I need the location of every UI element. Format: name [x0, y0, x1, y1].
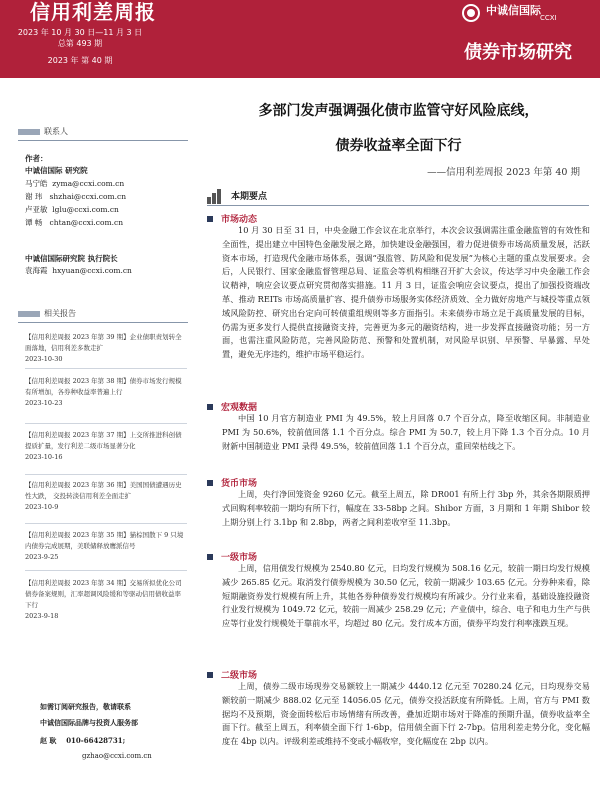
related-report-link[interactable]	[25, 430, 187, 463]
author-row	[25, 219, 123, 227]
divider	[25, 570, 187, 571]
exec-email[interactable]: hxyuan@ccxi.com.cn	[52, 266, 132, 275]
author-email[interactable]: zyma@ccxi.com.cn	[52, 179, 125, 188]
related-report-title[interactable]: 【信用利差周报 2023 年第 36 期】美国国债遭遇历史性大跌， 交投转淡信用利差全面走扩	[25, 481, 182, 500]
report-header	[0, 0, 600, 78]
related-report-date: 2023-10-23	[25, 399, 63, 407]
related-report-date: 2023-9-25	[25, 553, 59, 561]
divider	[25, 368, 187, 369]
author-email[interactable]: shzhai@ccxi.com.cn	[49, 192, 127, 201]
report-category: 债券市场研究	[464, 42, 572, 63]
section-title-text: 二级市场	[221, 671, 258, 681]
bullet-square-icon	[207, 672, 213, 678]
subscribe-text: 如需订阅研究报告，敬请联系	[40, 702, 131, 711]
author-name: 卢亚敏	[25, 205, 48, 214]
exec-row	[25, 267, 132, 275]
section-title-text: 市场动态	[221, 215, 258, 225]
section-body-primary: 上周，信用债发行规模为 2540.80 亿元，日均发行规模为 508.16 亿元，较前一期日均发行规模减少 265.85 亿元。取消发行债券规模为 30.50 亿元，较前一期减少 103.65 亿元。分券种来看，除短期融资券发行规模有所上升，其他各券种债券发行规模均有所减少。分行业来看，基础设施投融资行业发行规模为 1049.72 亿元，较前一周减少 258.29 亿元；产业债中，综合、电子和电力生产与供应等行业发行规模处于靠前水平，均超过 80 亿元。发行成本方面，债券平均发行利率涨跌互现。	[222, 563, 590, 629]
related-report-link[interactable]	[25, 332, 187, 365]
contact-row	[40, 736, 125, 746]
author-email[interactable]: lglu@ccxi.com.cn	[52, 205, 119, 214]
exec-label: 中诚信国际研究院 执行院长	[25, 254, 118, 263]
section-bar-icon	[18, 311, 40, 317]
related-report-link[interactable]	[25, 376, 187, 409]
author-row	[25, 180, 124, 188]
related-reports-heading	[18, 308, 76, 319]
contact-name: 赵 耿	[40, 736, 57, 745]
logo-text-en: CCXI	[540, 14, 557, 22]
report-issue: 2023 年 第 40 期	[47, 56, 113, 65]
related-report-title[interactable]: 【信用利差周报 2023 年第 37 期】上交所推进科创债提质扩量，发行利差二级市场显著分化	[25, 431, 182, 450]
authors-label: 作者：	[25, 154, 48, 163]
related-report-title[interactable]: 【信用利差周报 2023 年第 35 期】猫棕国散下 9 只境内债券完成展期，美联储释放鹰派信号	[25, 531, 184, 550]
author-name: 谭 畅	[25, 218, 43, 227]
section-bar-icon	[18, 129, 40, 135]
logo-text-cn: 中诚信国际	[486, 4, 541, 17]
related-report-link[interactable]	[25, 530, 187, 563]
contact-phone[interactable]: 010-66428731;	[66, 736, 126, 745]
bullet-square-icon	[207, 404, 213, 410]
section-title-text: 货币市场	[221, 479, 258, 489]
report-title: 信用利差周报	[30, 0, 156, 24]
bullet-square-icon	[207, 480, 213, 486]
sidebar	[0, 78, 197, 800]
section-title-text: 宏观数据	[221, 403, 258, 413]
logo-mark-icon	[462, 4, 480, 22]
related-label: 相关报告	[44, 309, 76, 318]
related-report-date: 2023-10-30	[25, 355, 63, 363]
key-points-heading	[207, 188, 587, 204]
exec-name: 袁海霞	[25, 266, 48, 275]
author-row	[25, 193, 126, 201]
related-report-date: 2023-10-16	[25, 453, 63, 461]
section-body-money: 上周，央行净回笼资金 9260 亿元。截至上周五，除 DR001 有所上行 3bp 外，其余各期限质押式回购利率较前一期均有所下行，幅度在 33-58bp 之间。Shibor 方面，3 月期和 1 年期 Shibor 较上期分别上行 3.1bp 和 2.8bp，两者之间利差收窄至 11.3bp。	[222, 489, 590, 527]
divider	[18, 140, 188, 141]
bullet-square-icon	[207, 554, 213, 560]
author-name: 谢 玮	[25, 192, 43, 201]
related-report-link[interactable]	[25, 480, 187, 513]
author-name: 马宁皓	[25, 179, 48, 188]
bullet-square-icon	[207, 216, 213, 222]
contact-email[interactable]: gzhao@ccxi.com.cn	[82, 752, 152, 760]
subscribe-dept: 中诚信国际品牌与投资人服务部	[40, 718, 138, 727]
headline-line-1: 多部门发声强调强化债市监管守好风险底线，	[258, 103, 539, 119]
contacts-label: 联系人	[44, 127, 68, 136]
divider	[25, 523, 187, 524]
section-body-market: 10 月 30 日至 31 日，中央金融工作会议在北京举行，本次会议强调需注重金融监管的有效性和全面性，提出建立中国特色金融发展之路，加快建设金融强国，着力促进债券市场高质量发展，活跃资本市场，打造现代金融市场体系，强调“强监管、防风险和促发展”为核心主题的重点发展要求。会后，人民银行、国家金融监督管理总局、证监会等机构相继召开扩大会议，传达学习中央金融工作会议精神，响应会议要点研究贯彻落实措施。11 月 3 日，证监会响应会议要点，提出了加强投资端改革、推动 REITs 市场高质量扩容、提升债券市场服务实体经济质效、全力做好房地产与城投等重点领域风险防控、研究出台定向可转债重组规则等多方面指引。未来债券市场立足于高质量发展的目标，仍需为更多发行人提供直接融资支持，完善更为多元的融资结构，进一步发挥直接融资功能；另一方面，也需注重风险防范，完善风险防范、预警和处置机制，对风险早识别、早预警、早暴露、早处置，避免无序违约，维护市场平稳运行。	[222, 225, 590, 360]
divider	[207, 205, 589, 206]
headline-line-2: 债券收益率全面下行	[335, 138, 462, 154]
section-title-text: 一级市场	[221, 553, 258, 563]
subheadline: ——信用利差周报 2023 年第 40 期	[427, 167, 580, 178]
related-report-title[interactable]: 【信用利差周报 2023 年第 39 期】企业债职责划转全面落地，信用利差多数走扩	[25, 333, 182, 352]
report-date-range: 2023 年 10 月 30 日—11 月 3 日	[17, 28, 143, 37]
bar-chart-icon	[207, 188, 225, 204]
related-report-title[interactable]: 【信用利差周报 2023 年第 38 期】债券市场发行规模有所增加，各券种收益率普遍上行	[25, 377, 182, 396]
related-report-link[interactable]	[25, 578, 187, 622]
section-body-secondary: 上周，债券二级市场现券交易额较上一期减少 4440.12 亿元至 70280.24 亿元，日均现券交易额较前一期减少 888.02 亿元至 14056.05 亿元，债券交投活跃度有所降低。上周，官方与 PMI 数据均不及预期，资金面转松后市场情绪有所改善，叠加近期市场对于降准的预期升温，债券收益率全面下行。截至上周五，利率债全面下行 1-6bp，信用债全面下行 2-7bp。信用利差走势分化，变化幅度在 4bp 以内。评级利差或维持不变或小幅收窄，变化幅度在 2bp 以内。	[222, 681, 590, 747]
main-content	[197, 78, 600, 800]
divider	[18, 322, 188, 323]
section-body-macro: 中国 10 月官方制造业 PMI 为 49.5%，较上月回落 0.7 个百分点，降至收缩区间。非制造业 PMI 为 50.6%，较前值回落 1.1 个百分点。综合 PMI 为 50.7，较上月下降 1.3 个百分点。10 月财新中国制造业 PMI 录得 49.5%，较前值回落 1.1 个百分点，重回荣枯线之下。	[222, 413, 590, 451]
author-email[interactable]: chtan@ccxi.com.cn	[49, 218, 124, 227]
authors-dept: 中诚信国际 研究院	[25, 166, 88, 175]
author-row	[25, 206, 119, 214]
related-report-date: 2023-10-9	[25, 503, 59, 511]
divider	[25, 423, 187, 424]
ccxi-logo	[462, 2, 577, 24]
divider	[25, 474, 187, 475]
report-total-issue: 总第 493 期	[57, 39, 103, 48]
key-points-label: 本期要点	[231, 192, 268, 202]
related-report-title[interactable]: 【信用利差周报 2023 年第 34 期】交易所拟优化公司债券备案规则，汇率超调风险缓和等驱动信用债收益率下行	[25, 579, 182, 609]
contacts-heading	[18, 126, 68, 137]
related-report-date: 2023-9-18	[25, 612, 59, 620]
